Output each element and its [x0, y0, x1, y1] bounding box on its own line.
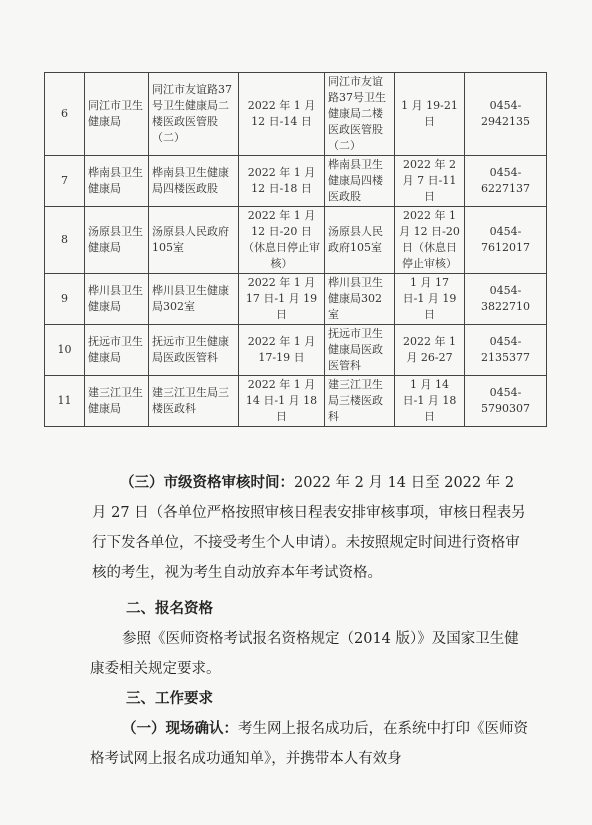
second-review-date-cell: 2022 年 1 月 12 日-20 日（休息日停止审核） [395, 207, 465, 274]
part-3-paragraph [90, 714, 530, 794]
contact-phone-cell: 0454-5790307 [465, 376, 547, 427]
row-number-cell: 11 [45, 376, 85, 427]
review-schedule-table [44, 72, 547, 427]
row-number-cell: 10 [45, 325, 85, 376]
unit-name-cell: 汤原县卫生健康局 [85, 207, 149, 274]
row-number-cell: 7 [45, 156, 85, 207]
first-review-date-cell: 2022 年 1 月 12 日-14 日 [239, 73, 325, 156]
second-review-date-cell: 1 月 14 日-1 月 18 日 [395, 376, 465, 427]
contact-phone-cell: 0454-2135377 [465, 325, 547, 376]
first-review-place-cell: 汤原县人民政府105室 [149, 207, 239, 274]
second-review-place-cell: 桦川县卫生健康局302室 [325, 274, 395, 325]
part-2-heading: 二、报名资格 [126, 600, 213, 617]
unit-name-cell: 桦南县卫生健康局 [85, 156, 149, 207]
first-review-place-cell: 桦川县卫生健康局302室 [149, 274, 239, 325]
row-number-cell: 6 [45, 73, 85, 156]
contact-phone-cell: 0454-6227137 [465, 156, 547, 207]
contact-phone-cell: 0454-2942135 [465, 73, 547, 156]
table-row [45, 376, 547, 427]
table-row [45, 274, 547, 325]
unit-name-cell: 建三江卫生健康局 [85, 376, 149, 427]
second-review-date-cell: 2022 年 2 月 7 日-11 日 [395, 156, 465, 207]
unit-name-cell: 同江市卫生健康局 [85, 73, 149, 156]
second-review-place-cell: 抚远市卫生健康局医政医管科 [325, 325, 395, 376]
second-review-place-cell: 汤原县人民政府105室 [325, 207, 395, 274]
first-review-place-cell: 桦南县卫生健康局四楼医政股 [149, 156, 239, 207]
first-review-place-cell: 同江市友谊路37号卫生健康局二楼医政医管股（二） [149, 73, 239, 156]
table-row [45, 207, 547, 274]
second-review-date-cell: 1 月 17 日-1 月 19 日 [395, 274, 465, 325]
second-review-date-cell: 2022 年 1 月 26-27 [395, 325, 465, 376]
first-review-place-cell: 抚远市卫生健康局医政医管科 [149, 325, 239, 376]
first-review-date-cell: 2022 年 1 月 12 日-20 日（休息日停止审核） [239, 207, 325, 274]
second-review-place-cell: 同江市友谊路37号卫生健康局二楼医政医管股（二） [325, 73, 395, 156]
contact-phone-cell: 0454-3822710 [465, 274, 547, 325]
unit-name-cell: 桦川县卫生健康局 [85, 274, 149, 325]
second-review-place-cell: 建三江卫生局三楼医政科 [325, 376, 395, 427]
first-review-date-cell: 2022 年 1 月 12 日-18 日 [239, 156, 325, 207]
section-3-heading: （三）市级资格审核时间： [120, 474, 294, 491]
first-review-date-cell: 2022 年 1 月 17-19 日 [239, 325, 325, 376]
unit-name-cell: 抚远市卫生健康局 [85, 325, 149, 376]
table-row [45, 156, 547, 207]
second-review-place-cell: 桦南县卫生健康局四楼医政股 [325, 156, 395, 207]
part-3-sub-heading: （一）现场确认： [122, 720, 238, 737]
part-3-heading-block [90, 684, 530, 714]
first-review-place-cell: 建三江卫生局三楼医政科 [149, 376, 239, 427]
part-2-heading-block [90, 594, 530, 624]
part-2-paragraph [90, 624, 530, 684]
part-3-heading: 三、工作要求 [126, 690, 213, 707]
part-2-body: 参照《医师资格考试报名资格规定（2014 版）》及国家卫生健康委相关规定要求。 [90, 631, 519, 677]
section-3-paragraph [92, 468, 532, 588]
first-review-date-cell: 2022 年 1 月 14 日-1 月 18 日 [239, 376, 325, 427]
part-3-body: 考生网上报名成功后，在系统中打印《医师资格考试网上报名成功通知单》，并携带本人有效身 [90, 721, 528, 767]
row-number-cell: 9 [45, 274, 85, 325]
first-review-date-cell: 2022 年 1 月 17 日-1 月 19 日 [239, 274, 325, 325]
table-row [45, 73, 547, 156]
second-review-date-cell: 1 月 19-21 日 [395, 73, 465, 156]
table-row [45, 325, 547, 376]
section-3-body: 2022 年 2 月 14 日至 2022 年 2 月 27 日（各单位严格按照审核日程表安排审核事项，审核日程表另行下发各单位，不接受考生个人申请）。未按照规定时间进行资格审核的考生，视为考生自动放弃本年考试资格。 [92, 475, 526, 581]
contact-phone-cell: 0454-7612017 [465, 207, 547, 274]
row-number-cell: 8 [45, 207, 85, 274]
